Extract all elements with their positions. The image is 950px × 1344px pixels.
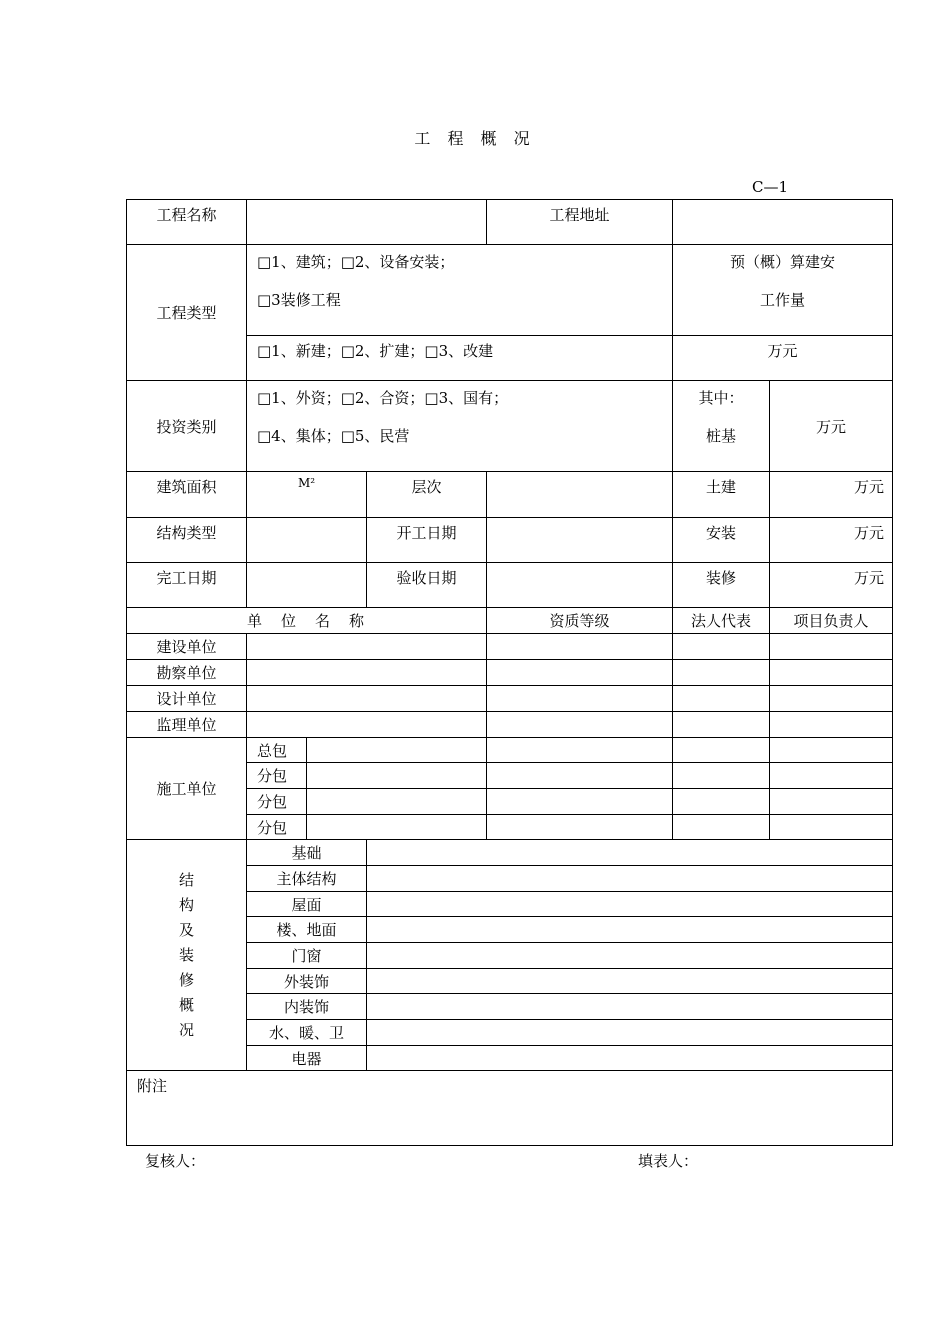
- project-lead-field[interactable]: [770, 634, 893, 660]
- project-address-field[interactable]: [673, 200, 893, 245]
- legal-rep-field[interactable]: [673, 712, 770, 738]
- reviewer-label: 复核人：: [145, 1152, 206, 1170]
- overview-item-field[interactable]: [367, 969, 893, 994]
- investment-options-line2: □4、集体；□5、民营: [257, 427, 410, 445]
- budget-label-line1: 预（概）算建安: [730, 253, 836, 271]
- overview-label-char: 概: [178, 995, 194, 1014]
- overview-item-label: 屋面: [247, 892, 367, 917]
- contractor-name-field[interactable]: [307, 763, 487, 789]
- contractor-name-field[interactable]: [307, 738, 487, 763]
- contractor-type-label: 分包: [247, 789, 307, 815]
- acceptance-date-label: 验收日期: [367, 563, 487, 608]
- legal-rep-field[interactable]: [673, 660, 770, 686]
- overview-label-char: 构: [178, 895, 194, 914]
- overview-item-label: 内装饰: [247, 994, 367, 1020]
- project-lead-field[interactable]: [770, 763, 893, 789]
- unit-row-label: 建设单位: [127, 634, 247, 660]
- legal-rep-header: 法人代表: [673, 608, 770, 634]
- qualification-field[interactable]: [487, 712, 673, 738]
- overview-label-char: 结: [178, 870, 194, 889]
- investment-options-line1: □1、外资；□2、合资；□3、国有；: [257, 389, 509, 407]
- overview-item-field[interactable]: [367, 1046, 893, 1071]
- budget-label: [673, 245, 893, 336]
- project-name-field[interactable]: [247, 200, 487, 245]
- overview-item-field[interactable]: [367, 1020, 893, 1046]
- overview-item-field[interactable]: [367, 866, 893, 892]
- contractor-name-field[interactable]: [307, 789, 487, 815]
- floors-field[interactable]: [487, 472, 673, 518]
- overview-item-label: 电器: [247, 1046, 367, 1071]
- project-lead-header: 项目负责人: [770, 608, 893, 634]
- unit-row-label: 监理单位: [127, 712, 247, 738]
- remarks-field[interactable]: [127, 1071, 893, 1146]
- qualification-header: 资质等级: [487, 608, 673, 634]
- pile-unit: 万元: [770, 381, 893, 472]
- unit-name-header: 单 位 名 称: [127, 608, 487, 634]
- contractor-label: 施工单位: [127, 738, 247, 840]
- overview-item-field[interactable]: [367, 943, 893, 969]
- finish-date-label: 完工日期: [127, 563, 247, 608]
- overview-item-label: 基础: [247, 840, 367, 866]
- qualification-field[interactable]: [487, 789, 673, 815]
- unit-name-field[interactable]: [247, 634, 487, 660]
- project-type-label: 工程类型: [127, 245, 247, 381]
- project-overview-form: [126, 199, 893, 1146]
- install-label: 安装: [673, 518, 770, 563]
- legal-rep-field[interactable]: [673, 789, 770, 815]
- start-date-field[interactable]: [487, 518, 673, 563]
- project-lead-field[interactable]: [770, 738, 893, 763]
- overview-item-field[interactable]: [367, 994, 893, 1020]
- qualification-field[interactable]: [487, 763, 673, 789]
- project-lead-field[interactable]: [770, 789, 893, 815]
- project-lead-field[interactable]: [770, 712, 893, 738]
- acceptance-date-field[interactable]: [487, 563, 673, 608]
- civil-label: 土建: [673, 472, 770, 518]
- budget-label-line2: 工作量: [760, 291, 806, 309]
- among-pile-cell: [673, 381, 770, 472]
- start-date-label: 开工日期: [367, 518, 487, 563]
- project-lead-field[interactable]: [770, 815, 893, 840]
- contractor-name-field[interactable]: [307, 815, 487, 840]
- contractor-type-label: 总包: [247, 738, 307, 763]
- qualification-field[interactable]: [487, 738, 673, 763]
- contractor-type-label: 分包: [247, 763, 307, 789]
- decoration-label: 装修: [673, 563, 770, 608]
- budget-unit: 万元: [673, 336, 893, 381]
- overview-label-char: 装: [178, 945, 194, 964]
- finish-date-field[interactable]: [247, 563, 367, 608]
- overview-item-label: 主体结构: [247, 866, 367, 892]
- qualification-field[interactable]: [487, 660, 673, 686]
- project-lead-field[interactable]: [770, 686, 893, 712]
- pile-label: 桩基: [706, 427, 737, 445]
- unit-row-label: 勘察单位: [127, 660, 247, 686]
- building-area-label: 建筑面积: [127, 472, 247, 518]
- overview-label-char: 况: [178, 1020, 194, 1039]
- overview-item-label: 外装饰: [247, 969, 367, 994]
- civil-unit: 万元: [770, 472, 893, 518]
- page-title: 工 程 概 况: [414, 129, 536, 148]
- legal-rep-field[interactable]: [673, 634, 770, 660]
- overview-label-char: 及: [178, 920, 194, 939]
- project-address-label: 工程地址: [487, 200, 673, 245]
- qualification-field[interactable]: [487, 634, 673, 660]
- install-unit: 万元: [770, 518, 893, 563]
- contractor-type-label: 分包: [247, 815, 307, 840]
- remarks-label: 附注: [137, 1077, 168, 1095]
- legal-rep-field[interactable]: [673, 738, 770, 763]
- construction-nature-options[interactable]: □1、新建；□2、扩建；□3、改建: [247, 336, 673, 381]
- project-name-label: 工程名称: [127, 200, 247, 245]
- overview-item-label: 门窗: [247, 943, 367, 969]
- decoration-unit: 万元: [770, 563, 893, 608]
- overview-item-field[interactable]: [367, 840, 893, 866]
- legal-rep-field[interactable]: [673, 686, 770, 712]
- qualification-field[interactable]: [487, 815, 673, 840]
- legal-rep-field[interactable]: [673, 763, 770, 789]
- project-type-options-line2: □3装修工程: [257, 291, 341, 309]
- filler-label: 填表人：: [638, 1152, 699, 1170]
- project-type-options[interactable]: [247, 245, 673, 336]
- overview-item-field[interactable]: [367, 892, 893, 917]
- unit-name-field[interactable]: [247, 712, 487, 738]
- overview-label-char: 修: [178, 970, 194, 989]
- structure-type-label: 结构类型: [127, 518, 247, 563]
- overview-label: [127, 840, 247, 1071]
- investment-type-label: 投资类别: [127, 381, 247, 472]
- building-area-unit[interactable]: M²: [247, 472, 367, 518]
- overview-item-field[interactable]: [367, 917, 893, 943]
- form-code: C—1: [752, 178, 789, 196]
- unit-name-field[interactable]: [247, 686, 487, 712]
- structure-type-field[interactable]: [247, 518, 367, 563]
- overview-item-label: 楼、地面: [247, 917, 367, 943]
- project-lead-field[interactable]: [770, 660, 893, 686]
- project-type-options-line1: □1、建筑；□2、设备安装；: [257, 253, 455, 271]
- unit-name-field[interactable]: [247, 660, 487, 686]
- overview-item-label: 水、暖、卫: [247, 1020, 367, 1046]
- legal-rep-field[interactable]: [673, 815, 770, 840]
- unit-row-label: 设计单位: [127, 686, 247, 712]
- qualification-field[interactable]: [487, 686, 673, 712]
- floors-label: 层次: [367, 472, 487, 518]
- investment-type-options[interactable]: [247, 381, 673, 472]
- among-label: 其中：: [698, 389, 744, 407]
